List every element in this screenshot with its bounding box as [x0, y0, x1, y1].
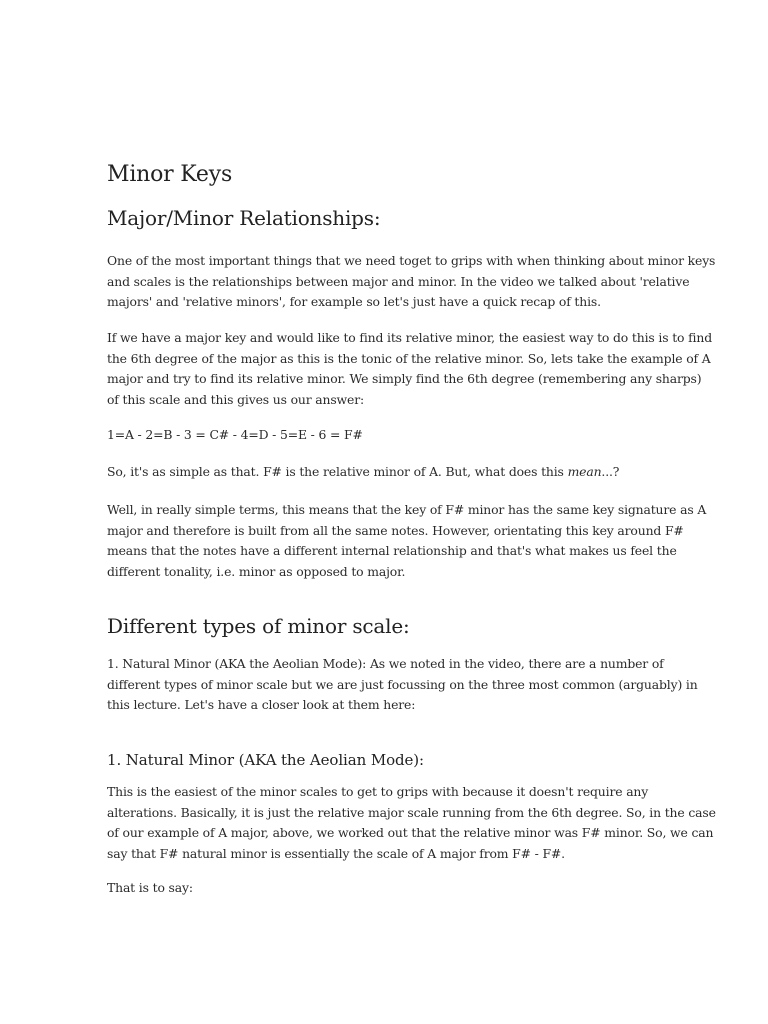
emphasis-text: mean: [567, 464, 602, 479]
text-line: of our example of A major, above, we worked out that the relative minor was F# minor. So, we can: [107, 825, 714, 840]
text-line: this lecture. Let's have a closer look at them here:: [107, 697, 416, 712]
section-heading-relationships: Major/Minor Relationships:: [107, 206, 381, 230]
text-line: and scales is the relationships between major and minor. In the video we talked about 'relative: [107, 273, 690, 289]
scale-degree-formula: 1=A - 2=B - 3 = C# - 4=D - 5=E - 6 = F#: [107, 427, 363, 442]
section-heading-types: Different types of minor scale:: [107, 614, 410, 638]
paragraph-natural-minor: [107, 782, 716, 864]
text-line: [107, 462, 667, 483]
text-line: major and try to find its relative minor. We simply find the 6th degree (remembering any sharps): [107, 371, 702, 386]
text-line: This is the easiest of the minor scales to get to grips with because it doesn't require any: [107, 784, 649, 799]
page-title: Minor Keys: [107, 162, 233, 187]
text-line: of this scale and this gives us our answer:: [107, 391, 364, 407]
paragraph-simple: [107, 462, 667, 483]
text-line: different tonality, i.e. minor as opposed to major.: [107, 563, 406, 579]
text-line: One of the most important things that we need toget to grips with when thinking about minor keys: [107, 253, 716, 268]
formula-line: [107, 425, 667, 446]
text-line: means that the notes have a different internal relationship and that's what makes us feel the: [107, 543, 677, 558]
text-line: majors' and 'relative minors', for example so let's just have a quick recap of this.: [107, 294, 601, 309]
text-line: say that F# natural minor is essentially the scale of A major from F# - F#.: [107, 845, 565, 861]
paragraph-intro: [107, 251, 716, 313]
text-line: alterations. Basically, it is just the relative major scale running from the 6th degree. So, in the case: [107, 804, 716, 820]
text-line: Well, in really simple terms, this means that the key of F# minor has the same key signature as A: [107, 502, 707, 517]
subsection-heading-natural-minor: 1. Natural Minor (AKA the Aeolian Mode):: [107, 751, 424, 769]
paragraph-that-is: [107, 878, 667, 899]
paragraph-types-intro: [107, 654, 698, 716]
text-line: That is to say:: [107, 880, 193, 895]
text-run: ...?: [601, 464, 620, 479]
paragraph-explanation: [107, 500, 707, 582]
paragraph-find-relative-minor: [107, 328, 712, 410]
text-line: different types of minor scale but we are just focussing on the three most common (arguably) in: [107, 676, 698, 692]
text-run: So, it's as simple as that. F# is the relative minor of A. But, what does this: [107, 464, 568, 479]
text-line: 1. Natural Minor (AKA the Aeolian Mode): As we noted in the video, there are a number of: [107, 656, 664, 671]
text-line: If we have a major key and would like to find its relative minor, the easiest way to do this is to find: [107, 330, 712, 345]
text-line: the 6th degree of the major as this is the tonic of the relative minor. So, lets take the example of A: [107, 350, 711, 366]
text-line: major and therefore is built from all the same notes. However, orientating this key around F#: [107, 522, 684, 538]
